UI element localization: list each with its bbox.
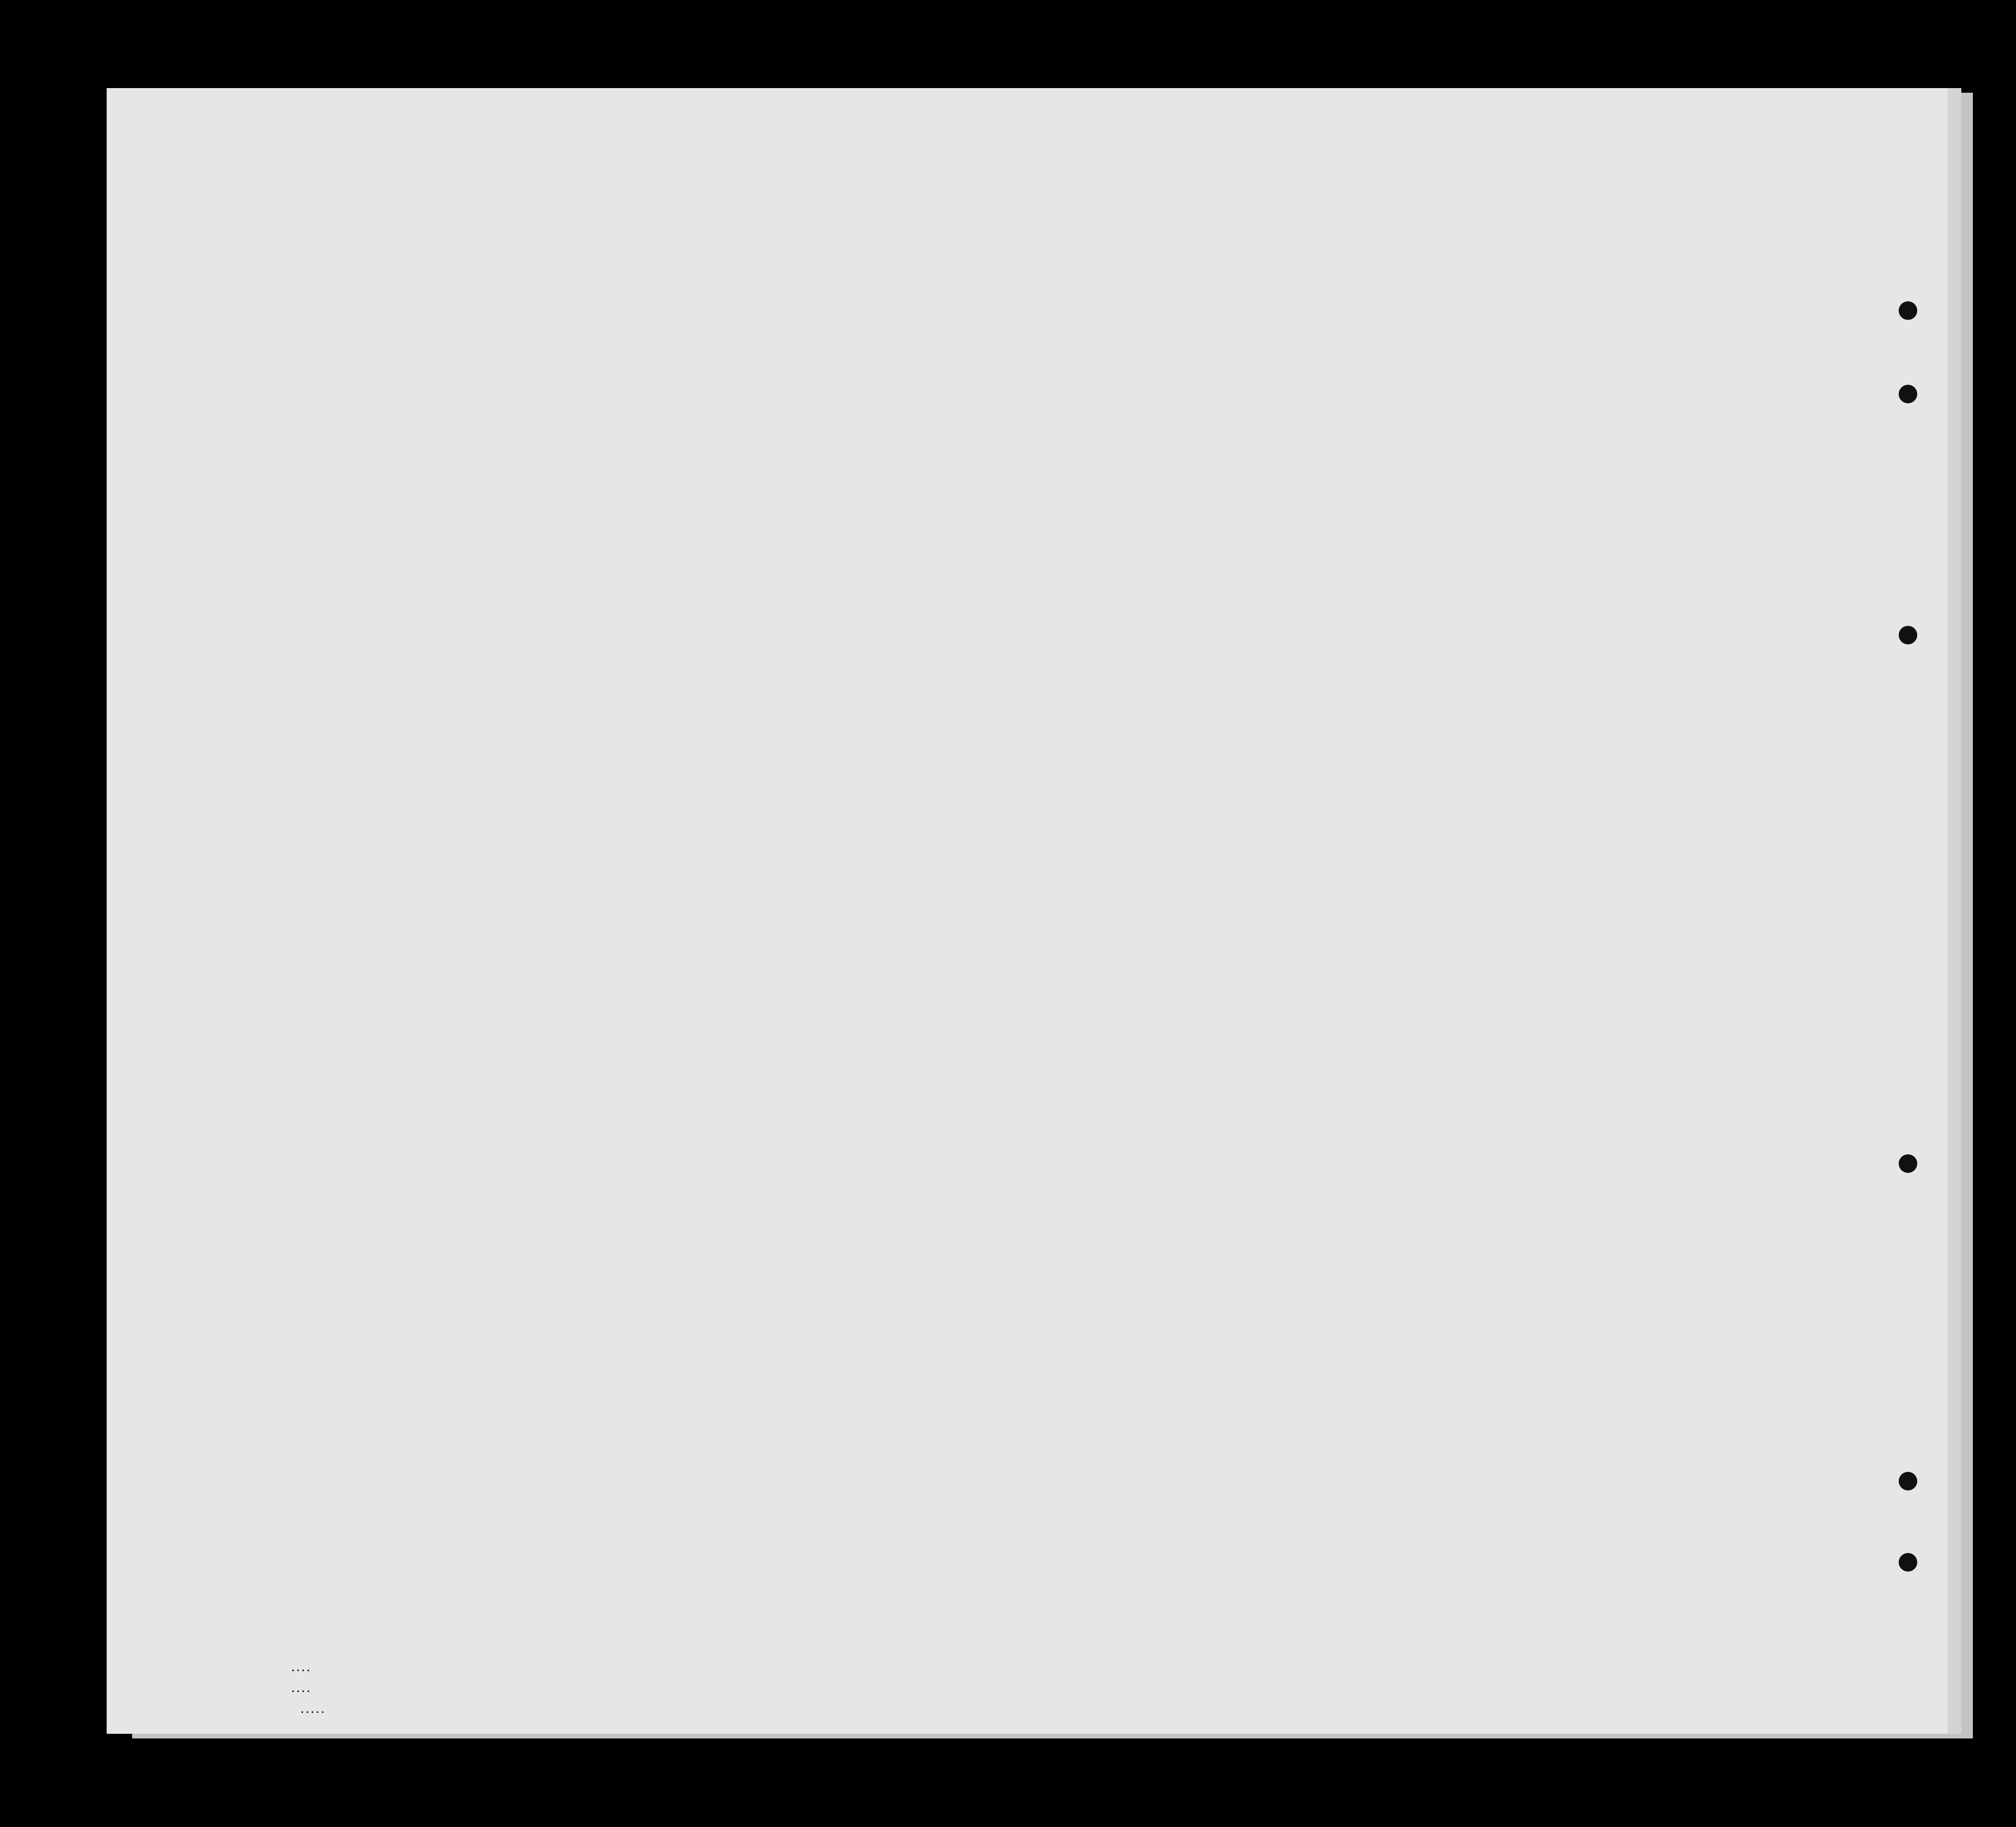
binder-hole [1899,385,1917,403]
binder-hole [1899,1553,1917,1572]
us-citizens-label: . . . . [292,1683,310,1694]
binder-hole [1899,301,1917,320]
manifest-sheet [107,88,1947,1734]
table-grid [107,88,1947,1734]
binder-hole [1899,626,1917,644]
total-passengers-label: . . . . [292,1662,310,1674]
aliens-label: . . . . . [301,1704,325,1715]
binder-hole [1899,1154,1917,1173]
binder-hole [1899,1472,1917,1490]
